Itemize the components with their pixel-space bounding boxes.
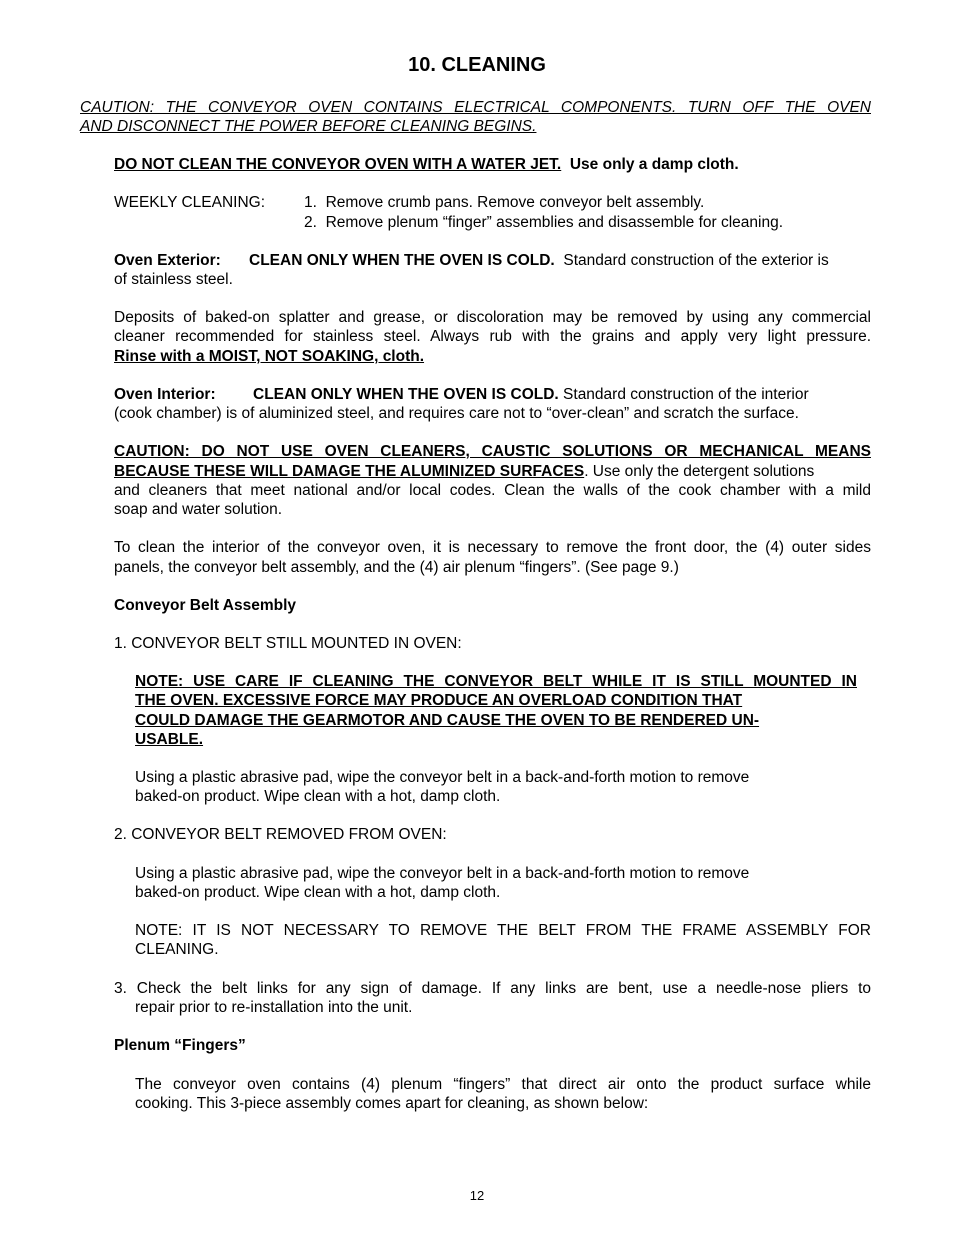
weekly-item-2-text: Remove plenum “finger” assemblies and disassemble for cleaning.	[325, 214, 784, 231]
deposits-line-1: Deposits of baked-on splatter and grease, or discoloration may be removed by using any commercial	[114, 309, 871, 326]
step-2-label: 2. CONVEYOR BELT REMOVED FROM OVEN:	[114, 826, 447, 843]
deposits-line-2: cleaner recommended for stainless steel. Always rub with the grains and apply very light pressure.	[114, 328, 871, 345]
caution-2-line-3: and cleaners that meet national and/or local codes. Clean the walls of the cook chamber with a mild	[114, 482, 871, 499]
deposits-line-3: Rinse with a MOIST, NOT SOAKING, cloth.	[114, 348, 425, 365]
caution-2-rest: . Use only the detergent solutions	[584, 463, 815, 480]
step-1-note-line-4: USABLE.	[135, 731, 204, 748]
page-title: 10. CLEANING	[408, 54, 546, 76]
caution-2-line-4: soap and water solution.	[114, 501, 283, 518]
oven-exterior-line-2: of stainless steel.	[114, 271, 233, 288]
caution-2-line-2	[114, 462, 814, 481]
water-jet-warning	[114, 155, 739, 174]
step-1-text-line-2: baked-on product. Wipe clean with a hot, damp cloth.	[135, 788, 501, 805]
oven-interior-line-2: (cook chamber) is of aluminized steel, and requires care not to “over-clean” and scratch the surface.	[114, 405, 799, 422]
plenum-heading: Plenum “Fingers”	[114, 1037, 246, 1054]
plenum-line-1: The conveyor oven contains (4) plenum “fingers” that direct air onto the product surface while	[135, 1076, 871, 1093]
caution-top-line-1: CAUTION: THE CONVEYOR OVEN CONTAINS ELECTRICAL COMPONENTS. TURN OFF THE OVEN	[80, 99, 871, 116]
weekly-item-2-num: 2.	[304, 214, 317, 231]
step-1-note-line-2: THE OVEN. EXCESSIVE FORCE MAY PRODUCE AN OVERLOAD CONDITION THAT	[135, 692, 743, 709]
caution-top-line-2: AND DISCONNECT THE POWER BEFORE CLEANING BEGINS.	[80, 118, 537, 135]
water-jet-warning-text: DO NOT CLEAN THE CONVEYOR OVEN WITH A WATER JET.	[114, 156, 562, 173]
caution-2-line-1: CAUTION: DO NOT USE OVEN CLEANERS, CAUSTIC SOLUTIONS OR MECHANICAL MEANS	[114, 443, 871, 460]
step-1-note-line-1: NOTE: USE CARE IF CLEANING THE CONVEYOR BELT WHILE IT IS STILL MOUNTED IN	[135, 673, 857, 690]
step-3-line-1: 3. Check the belt links for any sign of damage. If any links are bent, use a needle-nose pliers to	[114, 980, 871, 997]
water-jet-note: Use only a damp cloth.	[569, 156, 739, 173]
weekly-item-1-text: Remove crumb pans. Remove conveyor belt assembly.	[325, 194, 705, 211]
plenum-line-2: cooking. This 3-piece assembly comes apart for cleaning, as shown below:	[135, 1095, 649, 1112]
step-1-label: 1. CONVEYOR BELT STILL MOUNTED IN OVEN:	[114, 635, 462, 652]
oven-exterior-rest: Standard construction of the exterior is	[563, 252, 829, 269]
step-3-line-2: repair prior to re-installation into the unit.	[135, 999, 413, 1016]
step-1-text-line-1: Using a plastic abrasive pad, wipe the conveyor belt in a back-and-forth motion to remove	[135, 769, 750, 786]
step-2-note-line-2: CLEANING.	[135, 941, 219, 958]
oven-interior-line-1	[253, 385, 809, 404]
to-clean-line-1: To clean the interior of the conveyor oven, it is necessary to remove the front door, the (4) outer sides	[114, 539, 871, 556]
oven-interior-warning: CLEAN ONLY WHEN THE OVEN IS COLD.	[253, 386, 559, 403]
page-number: 12	[469, 1188, 485, 1203]
conveyor-belt-heading: Conveyor Belt Assembly	[114, 597, 297, 614]
oven-exterior-line-1	[249, 251, 829, 270]
weekly-item-2	[304, 213, 783, 232]
step-1-note-line-3: COULD DAMAGE THE GEARMOTOR AND CAUSE THE OVEN TO BE RENDERED UN-	[135, 712, 760, 729]
oven-exterior-warning: CLEAN ONLY WHEN THE OVEN IS COLD.	[249, 252, 555, 269]
caution-2-bold: BECAUSE THESE WILL DAMAGE THE ALUMINIZED SURFACES	[114, 463, 585, 480]
step-2-text-line-1: Using a plastic abrasive pad, wipe the conveyor belt in a back-and-forth motion to remove	[135, 865, 750, 882]
oven-exterior-label-text: Oven Exterior:	[114, 252, 221, 269]
to-clean-line-2: panels, the conveyor belt assembly, and the (4) air plenum “fingers”. (See page 9.)	[114, 559, 679, 576]
oven-interior-rest: Standard construction of the interior	[563, 386, 809, 403]
oven-interior-label	[114, 385, 216, 404]
weekly-item-1-num: 1.	[304, 194, 317, 211]
weekly-item-1	[304, 193, 704, 212]
oven-exterior-label	[114, 251, 221, 270]
step-2-text-line-2: baked-on product. Wipe clean with a hot, damp cloth.	[135, 884, 501, 901]
step-2-note-line-1: NOTE: IT IS NOT NECESSARY TO REMOVE THE BELT FROM THE FRAME ASSEMBLY FOR	[135, 922, 871, 939]
weekly-cleaning-label: WEEKLY CLEANING:	[114, 194, 266, 211]
oven-interior-label-text: Oven Interior:	[114, 386, 216, 403]
